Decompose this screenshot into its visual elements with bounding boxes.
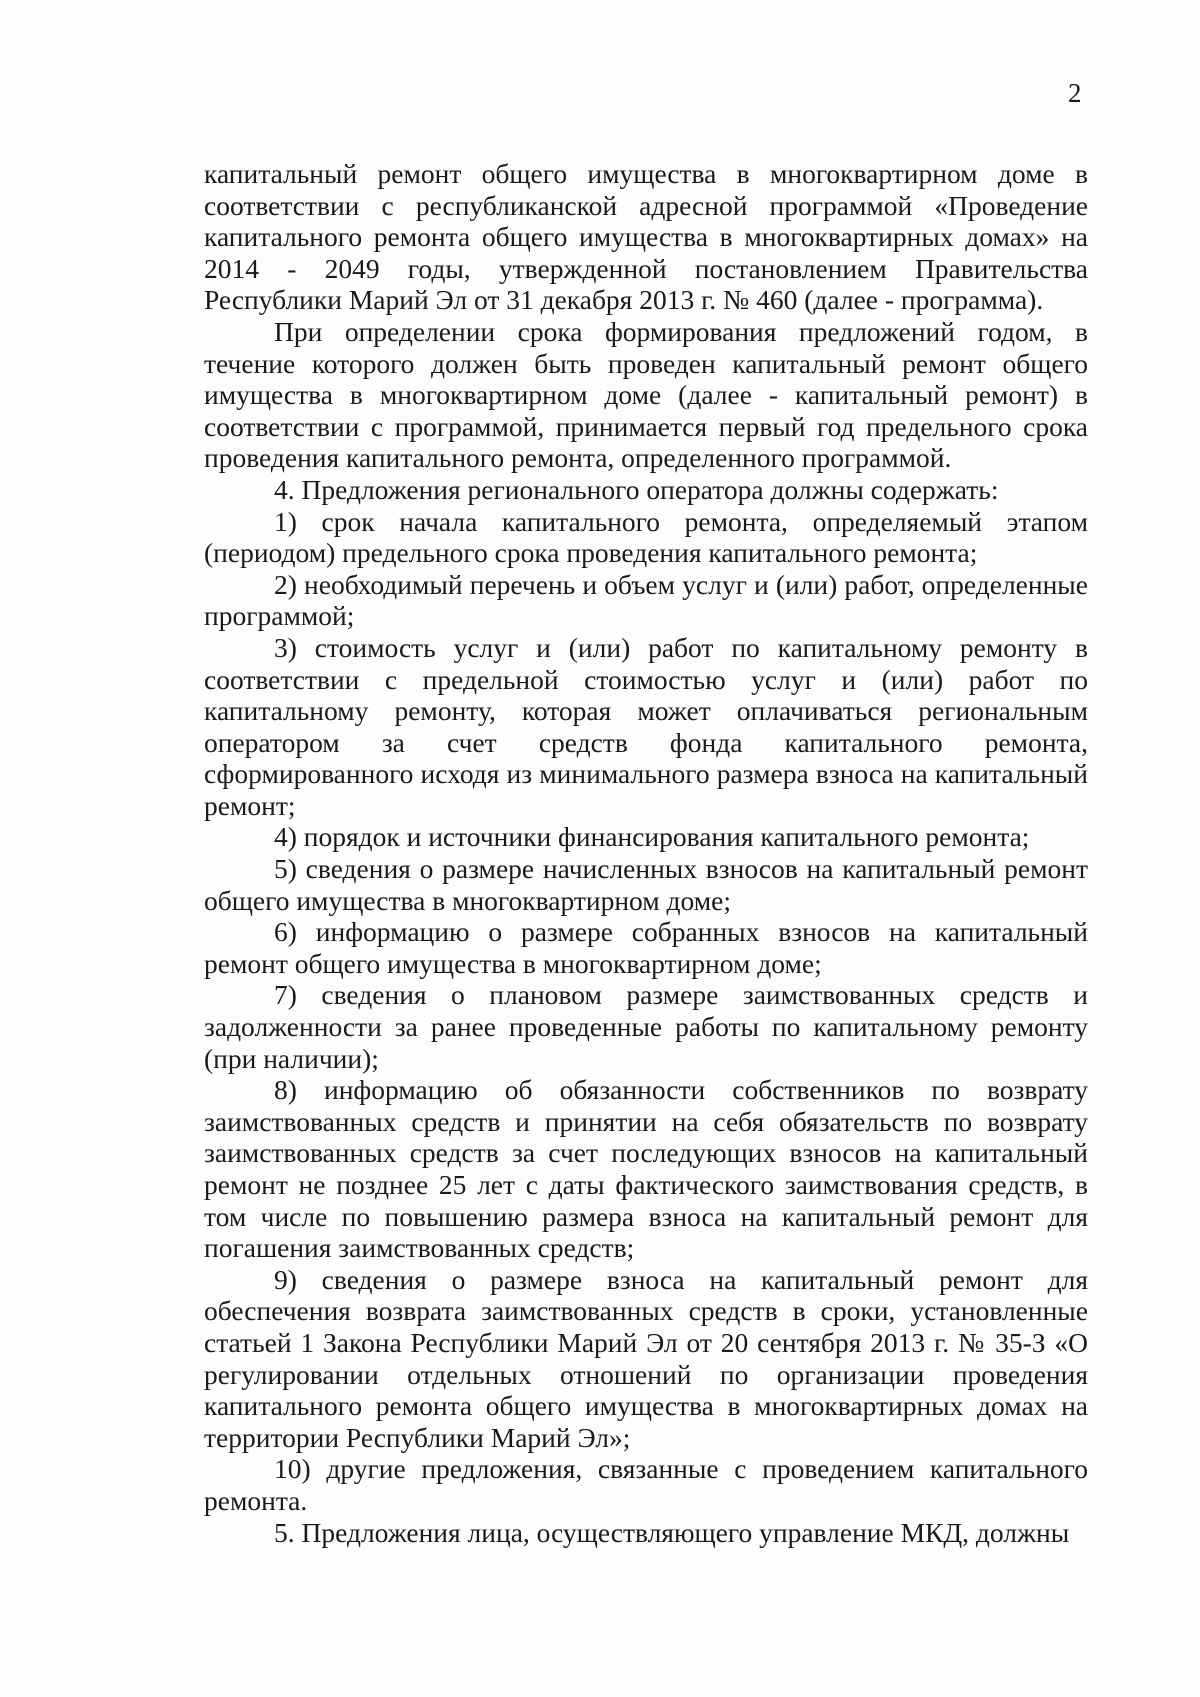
list-item-3: 3) стоимость услуг и (или) работ по капитальному ремонту в соответствии с предельной стоимостью услуг и (или) работ по капитальному ремонту, которая может оплачиваться региональным оператором за счет средств фонда капитального ремонта, сформированного исходя из минимального размера взноса на капитальный ремонт; bbox=[204, 631, 1088, 821]
list-item-6: 6) информацию о размере собранных взносов на капитальный ремонт общего имущества в многоквартирном доме; bbox=[204, 916, 1088, 979]
paragraph-deadline-rule: При определении срока формирования предложений годом, в течение которого должен быть проведен капитальный ремонт общего имущества в многоквартирном доме (далее - капитальный ремонт) в соответствии с программой, принимается первый год предельного срока проведения капитального ремонта, определенного программой. bbox=[204, 315, 1088, 474]
list-item-4: 4) порядок и источники финансирования капитального ремонта; bbox=[274, 821, 1030, 853]
paragraph-section-5: 5. Предложения лица, осуществляющего управление МКД, должны bbox=[274, 1516, 1070, 1548]
page-number: 2 bbox=[1068, 78, 1082, 108]
list-item-8: 8) информацию об обязанности собственников по возврату заимствованных средств и принятии на себя обязательств по возврату заимствованных средств за счет последующих взносов на капитальный ремонт не позднее 25 лет с даты фактического заимствования средств, в том числе по повышению размера взноса на капитальный ремонт для погашения заимствованных средств; bbox=[204, 1074, 1088, 1264]
paragraph-intro-continuation: капитальный ремонт общего имущества в многоквартирном доме в соответствии с республиканской адресной программой «Проведение капитального ремонта общего имущества в многоквартирных домах» на 2014 - 2049 годы, утвержденной постановлением Правительства Республики Марий Эл от 31 декабря 2013 г. № 460 (далее - программа). bbox=[204, 158, 1088, 316]
list-item-2: 2) необходимый перечень и объем услуг и (или) работ, определенные программой; bbox=[204, 568, 1088, 632]
list-item-10: 10) другие предложения, связанные с проведением капитального ремонта. bbox=[204, 1453, 1088, 1516]
document-body bbox=[204, 158, 1088, 1548]
list-item-7: 7) сведения о плановом размере заимствованных средств и задолженности за ранее проведенные работы по капитальному ремонту (при наличии); bbox=[204, 979, 1088, 1074]
list-item-1: 1) срок начала капитального ремонта, определяемый этапом (периодом) предельного срока проведения капитального ремонта; bbox=[204, 505, 1088, 569]
list-item-5: 5) сведения о размере начисленных взносов на капитальный ремонт общего имущества в многоквартирном доме; bbox=[204, 853, 1088, 916]
paragraph-section-4: 4. Предложения регионального оператора должны содержать: bbox=[274, 473, 999, 505]
list-item-9: 9) сведения о размере взноса на капитальный ремонт для обеспечения возврата заимствованных средств в сроки, установленные статьей 1 Закона Республики Марий Эл от 20 сентября 2013 г. № 35-З «О регулировании отдельных отношений по организации проведения капитального ремонта общего имущества в многоквартирных домах на территории Республики Марий Эл»; bbox=[204, 1263, 1088, 1453]
